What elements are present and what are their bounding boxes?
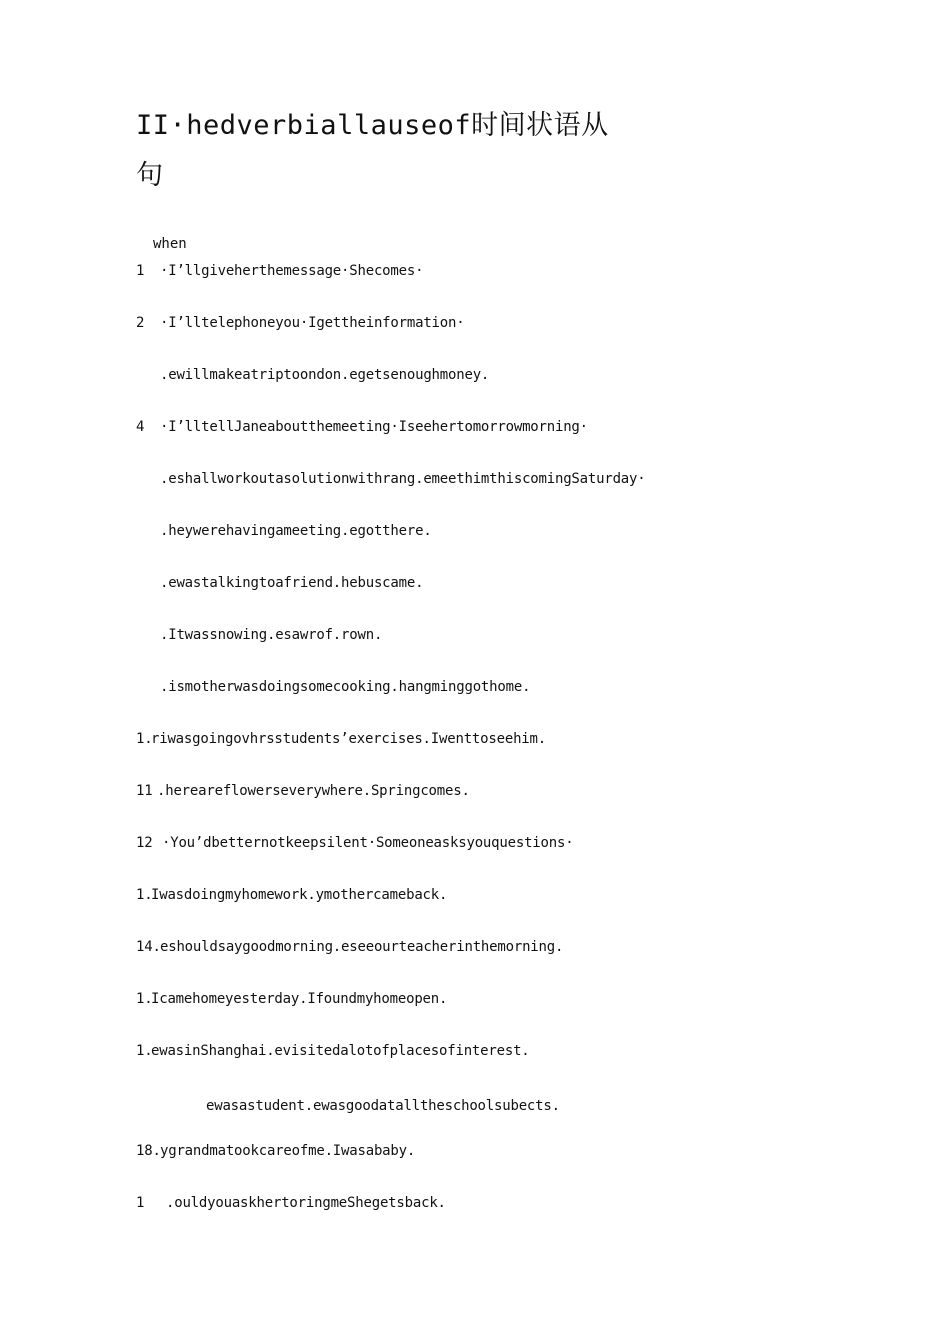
exercise-text: ·I’llgiveherthemessage·Shecomes· xyxy=(160,263,424,279)
exercise-number: 12 xyxy=(136,835,153,851)
exercise-number: 1. xyxy=(136,1043,153,1059)
exercise-number: 1. xyxy=(136,991,153,1007)
exercise-text: riwasgoingovhrsstudents’exercises.Iwenttoseehim. xyxy=(151,731,546,747)
exercise-text: ygrandmatookcareofme.Iwasababy. xyxy=(160,1143,416,1159)
exercise-text: ·You’dbetternotkeepsilent·Someoneasksyouquestions· xyxy=(162,835,574,851)
exercise-number: 1. xyxy=(136,887,153,903)
exercise-number: 2 xyxy=(136,315,145,331)
exercise-text: Iwasdoingmyhomework.ymothercameback. xyxy=(151,887,448,903)
exercise-number: 1. xyxy=(136,731,153,747)
exercise-text: Icamehomeyesterday.Ifoundmyhomeopen. xyxy=(151,991,448,1007)
exercise-text: ·I’lltelephoneyou·Igettheinformation· xyxy=(160,315,465,331)
exercise-text: ·I’lltellJaneaboutthemeeting·Iseehertomorrowmorning· xyxy=(160,419,588,435)
exercise-number: 11 xyxy=(136,783,153,799)
exercise-text: .ewastalkingtoafriend.hebuscame. xyxy=(160,575,424,591)
exercise-text: eshouldsaygoodmorning.eseeourteacherinthemorning. xyxy=(160,939,564,955)
exercise-number: 1 xyxy=(136,263,145,279)
exercise-text: ewasinShanghai.evisitedalotofplacesofinterest. xyxy=(151,1043,530,1059)
exercise-text: .heywerehavingameeting.egotthere. xyxy=(160,523,432,539)
exercise-number: 14. xyxy=(136,939,161,955)
exercise-text: .Itwassnowing.esawrof.rown. xyxy=(160,627,383,643)
exercise-text: .hereareflowerseverywhere.Springcomes. xyxy=(157,783,470,799)
page-title: II·hedverbiallauseof时间状语从 xyxy=(136,110,609,141)
exercise-text: .eshallworkoutasolutionwithrang.emeethimthiscomingSaturday· xyxy=(160,471,646,487)
exercise-text: .ewillmakeatriptoondon.egetsenoughmoney. xyxy=(160,367,490,383)
section-keyword: when xyxy=(153,236,187,252)
exercise-text: ewasastudent.ewasgoodatalltheschoolsubects. xyxy=(206,1098,560,1114)
exercise-number: 18. xyxy=(136,1143,161,1159)
exercise-number: 1 xyxy=(136,1195,145,1211)
exercise-text: .ouldyouaskhertoringmeShegetsback. xyxy=(166,1195,446,1211)
exercise-text: .ismotherwasdoingsomecooking.hangminggothome. xyxy=(160,679,531,695)
page-title-continuation: 句 xyxy=(136,160,163,191)
exercise-number: 4 xyxy=(136,419,145,435)
